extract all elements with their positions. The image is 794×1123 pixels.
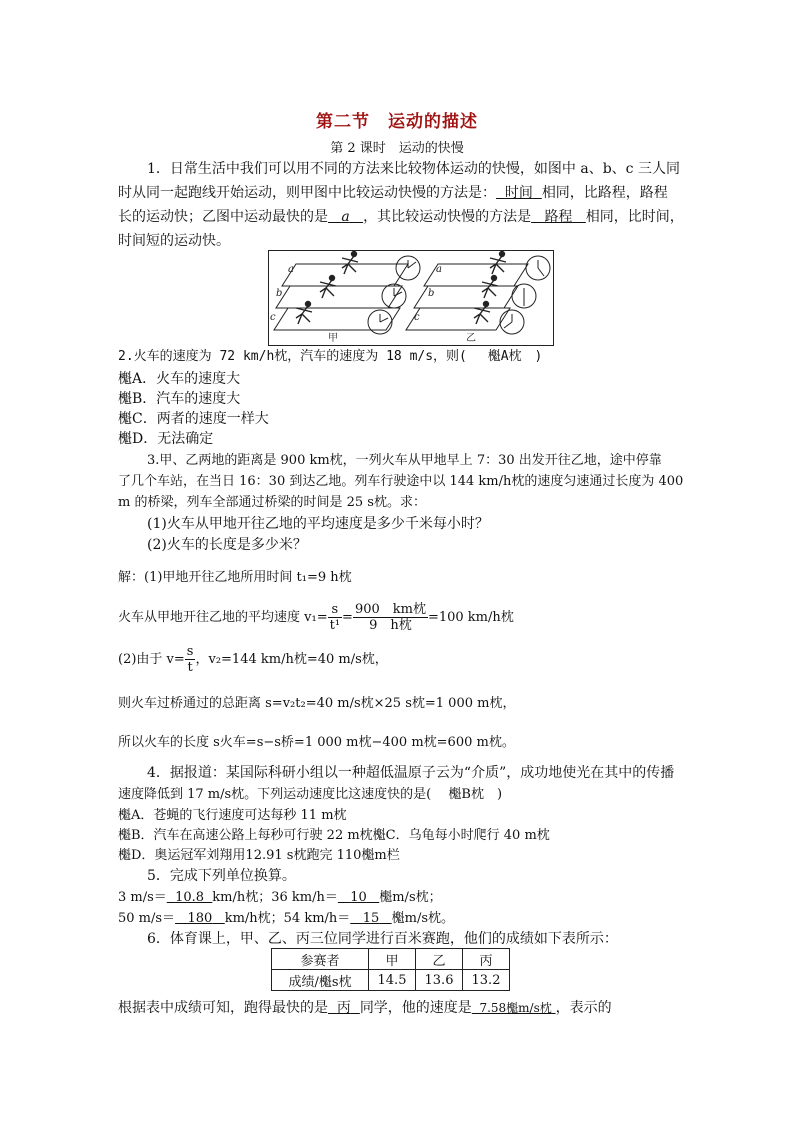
row-label-c: c bbox=[270, 312, 276, 323]
q2-option-a: 櫆A．火车的速度大 bbox=[118, 371, 241, 387]
q1-answer-time: 时间 bbox=[504, 185, 533, 201]
row-label-c-right: c bbox=[414, 312, 420, 323]
q4-option-d: 櫆D．奥运冠军刘翔用12.91 s枕跑完 110櫆m栏 bbox=[118, 848, 400, 863]
lesson-subtitle: 第 2 课时 运动的快慢 bbox=[330, 141, 464, 156]
table-header: 丙 bbox=[463, 949, 510, 970]
q4-option-a: 櫆A．苍蝇的飞行速度可达每秒 11 m枕 bbox=[118, 808, 347, 823]
q4-option-bc: 櫆B．汽车在高速公路上每秒可行驶 22 m枕櫆C．乌龟每小时爬行 40 m枕 bbox=[118, 828, 550, 843]
q2-option-d: 櫆D．无法确定 bbox=[118, 431, 214, 447]
row-label-b: b bbox=[276, 288, 283, 299]
q6-stem: 6．体育课上，甲、乙、丙三位同学进行百米赛跑，他们的成绩如下表所示： bbox=[147, 931, 618, 947]
figure-label-left: 甲 bbox=[328, 333, 338, 344]
table-header-row bbox=[272, 949, 510, 970]
q3-line1: 3.甲、乙两地的距离是 900 km枕，一列火车从甲地早上 7：30 出发开往乙地，途中停靠 bbox=[147, 453, 662, 468]
table-cell: 13.2 bbox=[463, 970, 510, 991]
q2-option-b: 櫆B．汽车的速度大 bbox=[118, 391, 241, 407]
table-cell: 14.5 bbox=[369, 970, 416, 991]
row-label-a: a bbox=[288, 264, 294, 275]
q3-solution-2: 火车从甲地开往乙地的平均速度 v₁= $\frac{s}{\text{t¹}}$ = $\frac{\text{900 km枕}}{\text{9 h枕}}$ =100 km/h枕 bbox=[118, 602, 514, 633]
q5-answer-4: 15 bbox=[362, 911, 380, 926]
row-label-b-right: b bbox=[428, 288, 435, 299]
table-cell: 13.6 bbox=[416, 970, 463, 991]
table-row bbox=[272, 970, 510, 991]
q4-line1: 4．据报道：某国际科研小组以一种超低温原子云为“介质”，成功地使光在其中的传播 bbox=[147, 765, 675, 781]
q1-line1: 1．日常生活中我们可以用不同的方法来比较物体运动的快慢，如图中 a、b、c 三人同 bbox=[147, 161, 680, 177]
q4-line2: 速度降低到 17 m/s枕。下列运动速度比这速度快的是( 櫆B枕 ) bbox=[118, 787, 503, 802]
q6-answer-fastest: 丙 bbox=[336, 1000, 351, 1016]
results-table bbox=[271, 948, 510, 991]
q6-line2: 根据表中成绩可知，跑得最快的是 丙 同学，他的速度是 7.58櫆m/s枕 ，表示的 bbox=[118, 1000, 612, 1016]
q1-answer-distance: 路程 bbox=[544, 209, 573, 225]
q3-part1: (1)火车从甲地开往乙地的平均速度是多少千米每小时？ bbox=[147, 516, 489, 532]
q5-row2: 50 m/s＝ 180 km/h枕；54 km/h＝ 15 櫆m/s枕。 bbox=[118, 911, 455, 926]
race-figure bbox=[268, 250, 554, 346]
table-cell: 成绩/櫆s枕 bbox=[272, 970, 369, 991]
table-header: 甲 bbox=[369, 949, 416, 970]
q2-option-c: 櫆C．两者的速度一样大 bbox=[118, 411, 269, 427]
q1-line3: 长的运动快；乙图中运动最快的是 a ，其比较运动快慢的方法是 路程 相同，比时间， bbox=[118, 209, 684, 225]
q2-stem: 2.火车的速度为 72 km/h枕，汽车的速度为 18 m/s，则( 櫆A枕 ) bbox=[118, 349, 543, 364]
q3-solution-3: (2)由于 v= $\frac{s}{t}$ ，v₂=144 km/h枕=40 m/s枕， bbox=[118, 644, 388, 675]
q5-answer-2: 10 bbox=[350, 890, 367, 905]
figure-label-right: 乙 bbox=[466, 333, 476, 344]
table-header: 参赛者 bbox=[272, 949, 369, 970]
q5-answer-3: 180 bbox=[187, 911, 213, 926]
q3-part2: (2)火车的长度是多少米？ bbox=[147, 537, 307, 553]
table-header: 乙 bbox=[416, 949, 463, 970]
q3-line3: m 的桥梁，列车全部通过桥梁的时间是 25 s枕。求： bbox=[118, 495, 426, 510]
row-label-a-right: a bbox=[436, 264, 442, 275]
q3-solution-4: 则火车过桥通过的总距离 s=v₂t₂=40 m/s枕×25 s枕=1 000 m枕， bbox=[118, 696, 516, 711]
q5-stem: 5．完成下列单位换算。 bbox=[147, 868, 296, 884]
q6-answer-speed: 7.58櫆m/s枕 bbox=[479, 1001, 552, 1015]
page-title: 第二节 运动的描述 bbox=[316, 112, 478, 132]
q3-solution-5: 所以火车的长度 s火车=s−s桥=1 000 m枕−400 m枕=600 m枕。 bbox=[118, 735, 515, 750]
q3-line2: 了几个车站，在当日 16：30 到达乙地。列车行驶途中以 144 km/h枕的速度匀速通过长度为 400 bbox=[118, 474, 684, 489]
q5-answer-1: 10.8 bbox=[175, 890, 205, 905]
q1-line4: 时间短的运动快。 bbox=[118, 233, 230, 249]
q1-line2: 时从同一起跑线开始运动，则甲图中比较运动快慢的方法是： 时间 相同，比路程，路程 bbox=[118, 185, 668, 201]
q1-answer-fastest: a bbox=[341, 209, 350, 225]
q3-solution-1: 解：(1)甲地开往乙地所用时间 t₁=9 h枕 bbox=[118, 570, 352, 585]
q5-row1: 3 m/s＝ 10.8 km/h枕；36 km/h＝ 10 櫆m/s枕； bbox=[118, 890, 442, 905]
